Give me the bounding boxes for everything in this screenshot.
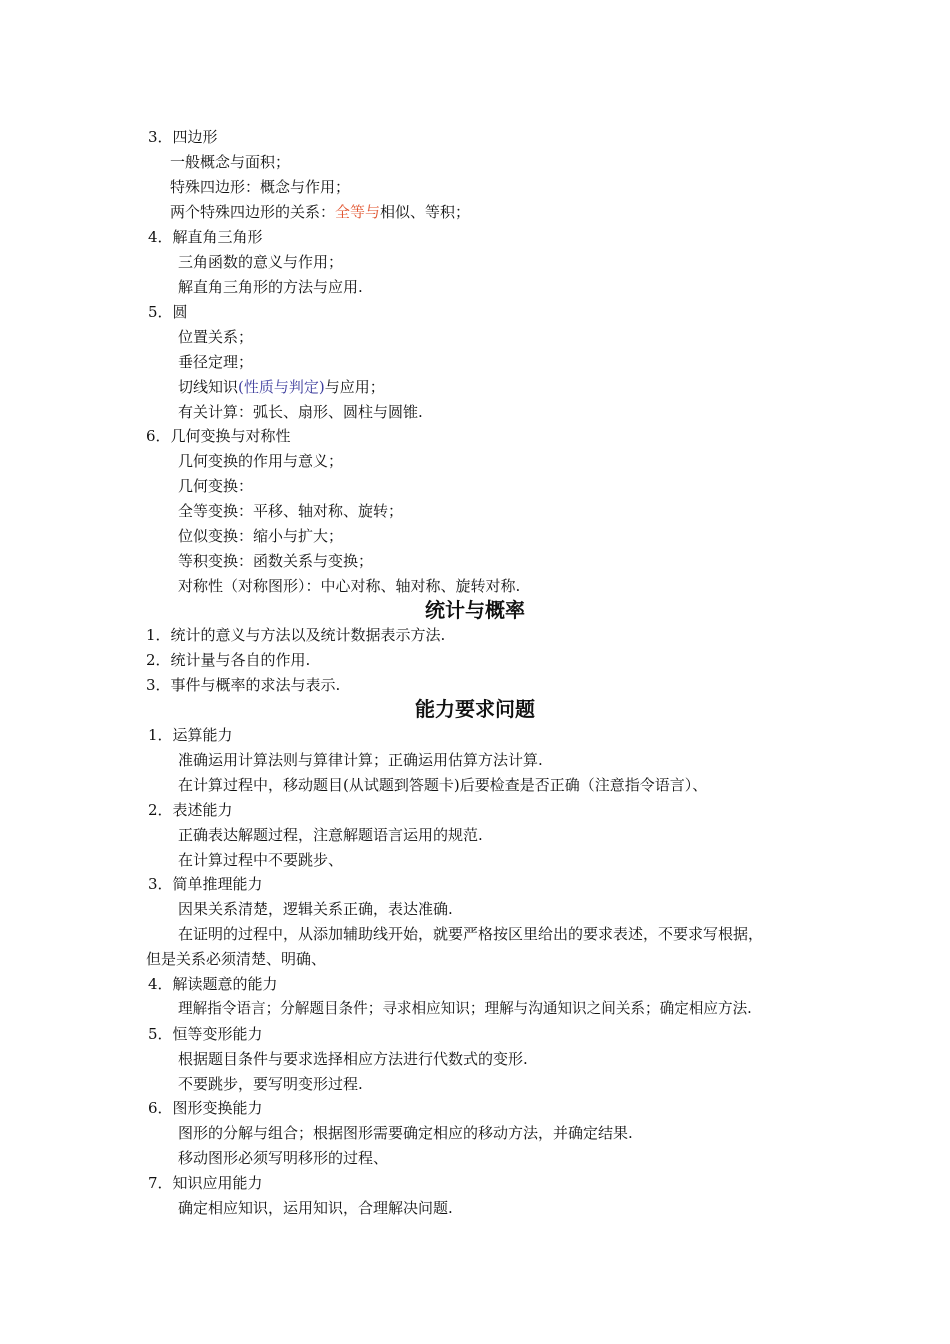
stats-line-3: 3．事件与概率的求法与表示. <box>146 676 341 694</box>
ability-2-line-2: 在计算过程中不要跳步、 <box>178 851 344 869</box>
stats-heading: 统计与概率 <box>425 598 525 622</box>
section-3-line-2: 特殊四边形：概念与作用； <box>170 178 351 196</box>
ability-4-line-1: 理解指令语言；分解题目条件；寻求相应知识；理解与沟通知识之间关系；确定相应方法. <box>178 1000 752 1017</box>
ability-7-title: 7．知识应用能力 <box>148 1174 263 1192</box>
section-6-title: 6．几何变换与对称性 <box>146 427 291 445</box>
section-3-line-3 <box>170 202 470 222</box>
section-4-title: 4．解直角三角形 <box>148 228 263 246</box>
highlight-property-judgement: (性质与判定) <box>238 378 325 396</box>
stats-line-2: 2．统计量与各自的作用. <box>146 651 311 669</box>
ability-1-title: 1．运算能力 <box>148 726 233 744</box>
section-4-line-1: 三角函数的意义与作用； <box>178 253 344 271</box>
section-3-line-3-suffix: 相似、等积； <box>380 203 471 221</box>
section-3-line-1: 一般概念与面积； <box>170 153 291 171</box>
ability-heading: 能力要求问题 <box>415 697 535 721</box>
ability-3-line-2: 在证明的过程中，从添加辅助线开始，就要严格按区里给出的要求表述，不要求写根据， <box>178 925 764 943</box>
ability-5-line-2: 不要跳步，要写明变形过程. <box>178 1075 363 1093</box>
ability-6-line-2: 移动图形必须写明移形的过程、 <box>178 1149 389 1167</box>
section-6-line-4: 位似变换：缩小与扩大； <box>178 527 344 545</box>
ability-3-line-1: 因果关系清楚，逻辑关系正确，表达准确. <box>178 900 453 918</box>
ability-6-line-1: 图形的分解与组合；根据图形需要确定相应的移动方法，并确定结果. <box>178 1124 633 1142</box>
ability-7-line-1: 确定相应知识，运用知识，合理解决问题. <box>178 1199 453 1217</box>
ability-3-line-3: 但是关系必须清楚、明确、 <box>146 950 327 968</box>
ability-5-title: 5．恒等变形能力 <box>148 1025 263 1043</box>
stats-line-1: 1．统计的意义与方法以及统计数据表示方法. <box>146 626 446 644</box>
section-5-title: 5．圆 <box>148 303 188 321</box>
section-4-line-2: 解直角三角形的方法与应用. <box>178 278 363 296</box>
section-3-title: 3．四边形 <box>148 128 218 146</box>
ability-6-title: 6．图形变换能力 <box>148 1099 263 1117</box>
section-5-line-3-prefix: 切线知识 <box>178 378 239 396</box>
section-5-line-3-suffix: 与应用； <box>324 378 385 396</box>
section-5-line-1: 位置关系； <box>178 328 254 346</box>
section-6-line-1: 几何变换的作用与意义； <box>178 452 344 470</box>
ability-2-title: 2．表述能力 <box>148 801 233 819</box>
ability-1-line-1: 准确运用计算法则与算律计算；正确运用估算方法计算. <box>178 751 543 769</box>
section-6-line-6: 对称性（对称图形）：中心对称、轴对称、旋转对称. <box>178 577 521 595</box>
section-5-line-2: 垂径定理； <box>178 353 254 371</box>
ability-2-line-1: 正确表达解题过程，注意解题语言运用的规范. <box>178 826 483 844</box>
ability-3-title: 3．简单推理能力 <box>148 875 263 893</box>
section-5-line-3 <box>178 377 385 397</box>
section-5-line-4: 有关计算：弧长、扇形、圆柱与圆锥. <box>178 403 423 421</box>
highlight-congruent: 全等与 <box>335 203 381 221</box>
section-3-line-3-prefix: 两个特殊四边形的关系： <box>170 203 336 221</box>
ability-5-line-1: 根据题目条件与要求选择相应方法进行代数式的变形. <box>178 1050 528 1068</box>
ability-1-line-2: 在计算过程中，移动题目(从试题到答题卡)后要检查是否正确（注意指令语言）、 <box>178 776 708 794</box>
section-6-line-2: 几何变换： <box>178 477 254 495</box>
ability-4-title: 4．解读题意的能力 <box>148 975 278 993</box>
section-6-line-3: 全等变换：平移、轴对称、旋转； <box>178 502 404 520</box>
section-6-line-5: 等积变换：函数关系与变换； <box>178 552 374 570</box>
